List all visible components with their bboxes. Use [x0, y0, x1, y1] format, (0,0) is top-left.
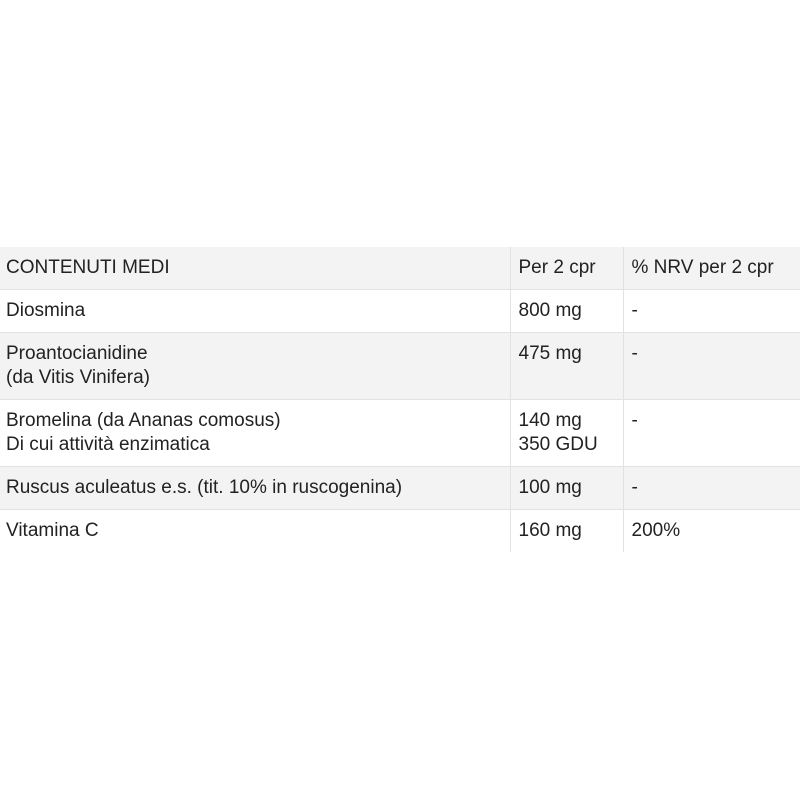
nutrition-table-container [0, 247, 800, 552]
table-row-ruscus [0, 467, 800, 510]
table-row-proantocianidine [0, 333, 800, 400]
table-row-diosmina [0, 290, 800, 333]
amount-value: 160 mg [518, 520, 582, 541]
amount-value: 800 mg [518, 300, 582, 321]
ingredient-name: Proantocianidine [6, 343, 148, 364]
amount-value: 475 mg [518, 343, 582, 364]
nrv-cell: - [623, 467, 800, 510]
ingredient-subline: Di cui attività enzimatica [6, 434, 210, 455]
ingredient-cell [0, 333, 510, 400]
ingredient-cell [0, 290, 510, 333]
ingredient-cell [0, 467, 510, 510]
amount-activity: 350 GDU [518, 434, 598, 455]
table-row-vitamina-c [0, 510, 800, 553]
amount-value: 140 mg [518, 410, 582, 431]
nrv-cell: 200% [623, 510, 800, 553]
ingredient-name: Vitamina C [6, 520, 99, 541]
amount-cell [510, 400, 623, 467]
ingredient-cell [0, 510, 510, 553]
header-per-2-cpr: Per 2 cpr [510, 247, 623, 290]
table-header-row [0, 247, 800, 290]
nrv-cell: - [623, 400, 800, 467]
ingredient-cell [0, 400, 510, 467]
amount-cell [510, 510, 623, 553]
nrv-cell: - [623, 333, 800, 400]
header-contenuti-medi: CONTENUTI MEDI [0, 247, 510, 290]
amount-cell [510, 333, 623, 400]
amount-value: 100 mg [518, 477, 582, 498]
ingredient-source: (da Vitis Vinifera) [6, 367, 150, 388]
header-nrv-per-2-cpr: % NRV per 2 cpr [623, 247, 800, 290]
ingredient-name: Bromelina (da Ananas comosus) [6, 410, 281, 431]
ingredient-name: Diosmina [6, 300, 86, 321]
nutrition-table [0, 247, 800, 552]
table-row-bromelina [0, 400, 800, 467]
ingredient-name: Ruscus aculeatus e.s. (tit. 10% in ruscogenina) [6, 477, 403, 498]
amount-cell [510, 290, 623, 333]
amount-cell [510, 467, 623, 510]
nrv-cell: - [623, 290, 800, 333]
